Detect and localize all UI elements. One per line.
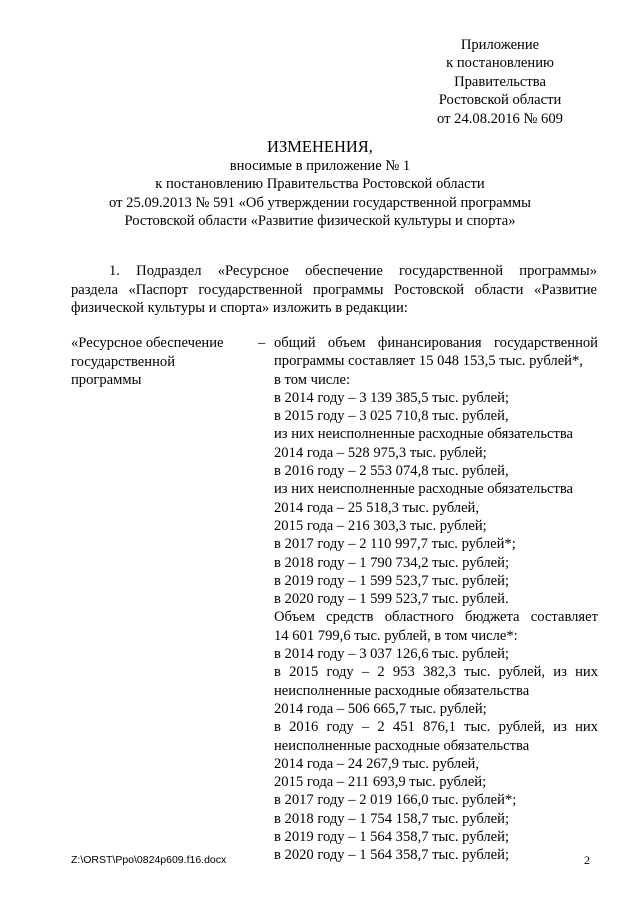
content-line: в 2014 году – 3 037 126,6 тыс. рублей; (274, 646, 510, 663)
content-line: в 2019 году – 1 599 523,7 тыс. рублей; (274, 572, 510, 589)
appendix-line: Ростовской области (438, 92, 562, 109)
appendix-line: от 24.08.2016 № 609 (437, 110, 563, 127)
content-line: 2014 года – 24 267,9 тыс. рублей, (274, 755, 480, 772)
title-line: от 25.09.2013 № 591 «Об утверждении государственной программы (109, 194, 531, 211)
section-label-line: «Ресурсное обеспечение (71, 335, 224, 351)
content-line: в 2017 году – 2 019 166,0 тыс. рублей*; (274, 792, 517, 809)
intro-paragraph (71, 262, 597, 318)
footer-file-path: Z:\ORST\Ppo\0824p609.f16.docx (71, 854, 227, 866)
content-line: 2014 года – 528 975,3 тыс. рублей; (274, 444, 487, 461)
content-line: 2014 года – 25 518,3 тыс. рублей, (274, 499, 480, 516)
content-line: в 2015 году – 2 953 382,3 тыс. рублей, из них (274, 664, 598, 681)
content-line: Объем средств областного бюджета составляет (274, 609, 598, 626)
paragraph-line: физической культуры и спорта» изложить в редакции: (71, 300, 408, 317)
section-content (274, 334, 598, 865)
content-line: 14 601 799,6 тыс. рублей, в том числе*: (274, 627, 518, 644)
section-dash: – (258, 335, 266, 351)
section-label-line: государственной (71, 353, 176, 370)
content-line: программы составляет 15 048 153,5 тыс. рублей*, (274, 353, 583, 370)
content-line: в 2016 году – 2 451 876,1 тыс. рублей, из них (274, 719, 598, 736)
appendix-line: Правительства (454, 73, 546, 90)
content-line: в 2014 году – 3 139 385,5 тыс. рублей; (274, 389, 510, 406)
paragraph-line: 1. Подраздел «Ресурсное обеспечение государственной программы» (109, 263, 597, 279)
content-line: в 2017 году – 2 110 997,7 тыс. рублей*; (274, 536, 516, 553)
content-line: в 2020 году – 1 564 358,7 тыс. рублей; (274, 847, 510, 864)
content-line: в 2018 году – 1 754 158,7 тыс. рублей; (274, 810, 510, 827)
appendix-line: Приложение (460, 37, 540, 53)
title-line: вносимые в приложение № 1 (229, 157, 411, 174)
content-line: 2015 года – 211 693,9 тыс. рублей; (274, 774, 487, 791)
content-line: 2015 года – 216 303,3 тыс. рублей; (274, 517, 487, 534)
content-line: в 2018 году – 1 790 734,2 тыс. рублей; (274, 554, 510, 571)
document-title (60, 138, 580, 231)
content-line: в 2020 году – 1 599 523,7 тыс. рублей. (274, 591, 509, 608)
appendix-header (400, 36, 600, 128)
content-line: 2014 года – 506 665,7 тыс. рублей; (274, 700, 487, 717)
section-label-line: программы (71, 372, 142, 389)
content-line: в 2019 году – 1 564 358,7 тыс. рублей; (274, 829, 510, 846)
paragraph-line: раздела «Паспорт государственной программы Ростовской области «Развитие (71, 281, 597, 298)
content-line: в 2016 году – 2 553 074,8 тыс. рублей, (274, 463, 509, 480)
content-line: из них неисполненные расходные обязательства (274, 426, 573, 443)
title-heading: ИЗМЕНЕНИЯ, (267, 137, 373, 156)
content-line: в 2015 году – 3 025 710,8 тыс. рублей, (274, 408, 509, 425)
content-line: в том числе: (274, 371, 351, 388)
content-line: из них неисполненные расходные обязательства (274, 481, 573, 498)
section-label (71, 334, 261, 390)
page-number: 2 (584, 853, 590, 867)
content-line: общий объем финансирования государственной (274, 335, 598, 351)
title-line: к постановлению Правительства Ростовской области (155, 176, 485, 193)
appendix-line: к постановлению (446, 55, 554, 72)
content-line: неисполненные расходные обязательства (274, 682, 530, 699)
content-line: неисполненные расходные обязательства (274, 737, 530, 754)
title-line: Ростовской области «Развитие физической культуры и спорта» (124, 213, 516, 230)
